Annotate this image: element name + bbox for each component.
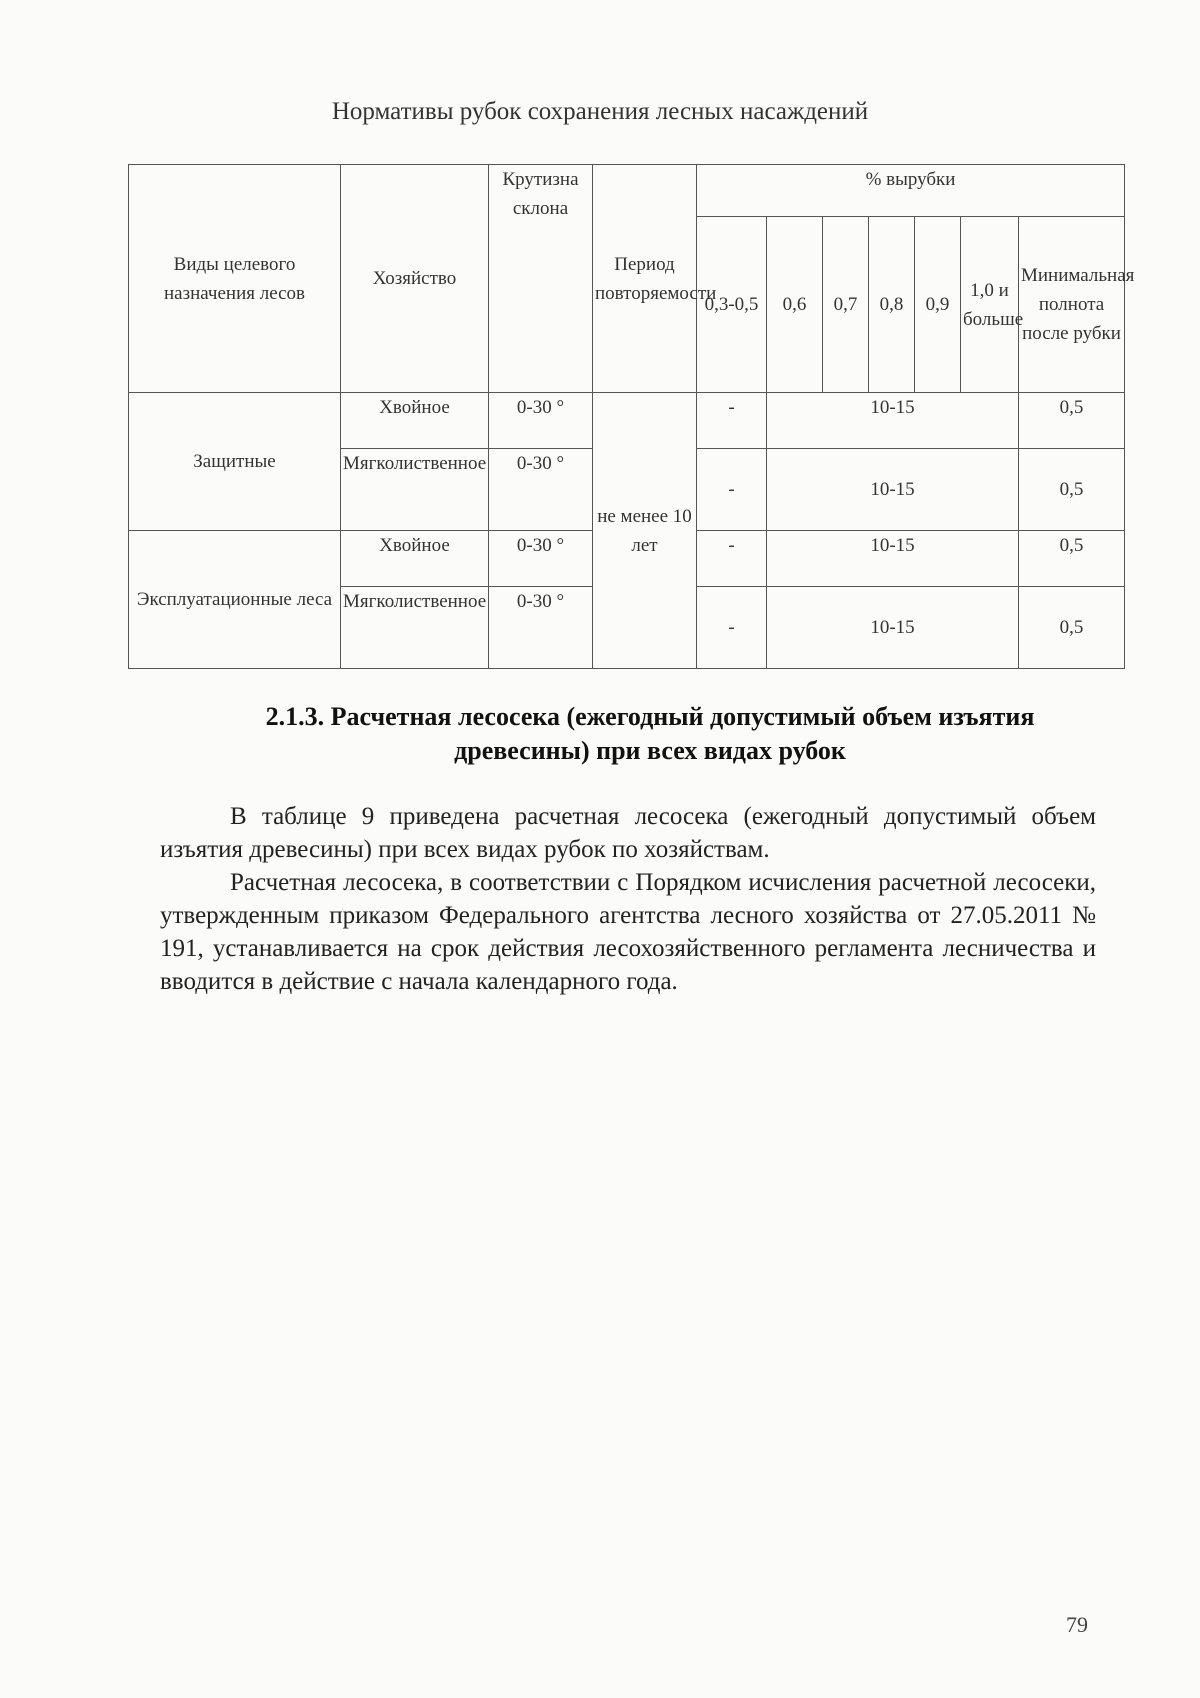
row-range: 10-15 — [767, 531, 1019, 587]
header-density-1: 0,6 — [767, 217, 823, 393]
row-min: 0,5 — [1019, 393, 1125, 449]
row-first: - — [697, 531, 767, 587]
row-slope: 0-30 ° — [489, 587, 593, 669]
row-economy: Хвойное — [341, 531, 489, 587]
row-slope: 0-30 ° — [489, 449, 593, 531]
page-number: 79 — [1066, 1612, 1088, 1637]
row-slope: 0-30 ° — [489, 531, 593, 587]
row-first: - — [697, 393, 767, 449]
row-economy: Хвойное — [341, 393, 489, 449]
row-range: 10-15 — [767, 587, 1019, 669]
header-forest-type: Виды целевого назначения лесов — [129, 165, 341, 393]
row-min: 0,5 — [1019, 449, 1125, 531]
section-heading: 2.1.3. Расчетная лесосека (ежегодный допустимый объем изъятия древесины) при всех видах рубок — [265, 702, 1035, 765]
row-economy: Мягколиственное — [341, 587, 489, 669]
row-min: 0,5 — [1019, 531, 1125, 587]
paragraph-2-text: Расчетная лесосека, в соответствии с Порядком исчисления расчетной лесосеки, утвержденным приказом Федерального агентства лесного хозяйства от 27.05.2011 № 191, устанавливается на срок действия лесохозяйственного регламента лесничества и вводится в действие с начала календарного года. — [160, 869, 1096, 995]
paragraph-1 — [160, 800, 1096, 866]
header-slope: Крутизна склона — [489, 165, 593, 393]
group-protective: Защитные — [129, 393, 341, 531]
table-row — [129, 393, 1125, 449]
row-range: 10-15 — [767, 393, 1019, 449]
row-slope: 0-30 ° — [489, 393, 593, 449]
paragraph-2 — [160, 866, 1096, 998]
header-cut-percent: % вырубки — [697, 165, 1125, 217]
row-min: 0,5 — [1019, 587, 1125, 669]
period-value: не менее 10 лет — [593, 393, 697, 669]
paragraph-1-text: В таблице 9 приведена расчетная лесосека (ежегодный допустимый объем изъятия древесины) при всех видах рубок по хозяйствам. — [160, 803, 1096, 863]
header-density-0: 0,3-0,5 — [697, 217, 767, 393]
header-density-4: 0,9 — [915, 217, 961, 393]
header-economy: Хозяйство — [341, 165, 489, 393]
group-exploitation: Эксплуатационные леса — [129, 531, 341, 669]
table-title: Нормативы рубок сохранения лесных насаждений — [331, 98, 869, 125]
header-period: Период повторяемости — [593, 165, 697, 393]
header-density-5: 1,0 и больше — [961, 217, 1019, 393]
row-range: 10-15 — [767, 449, 1019, 531]
header-density-2: 0,7 — [823, 217, 869, 393]
header-min-density: Минимальная полнота после рубки — [1019, 217, 1125, 393]
row-economy: Мягколиственное — [341, 449, 489, 531]
cutting-norms-table — [128, 164, 1135, 669]
header-density-3: 0,8 — [869, 217, 915, 393]
row-first: - — [697, 587, 767, 669]
row-first: - — [697, 449, 767, 531]
